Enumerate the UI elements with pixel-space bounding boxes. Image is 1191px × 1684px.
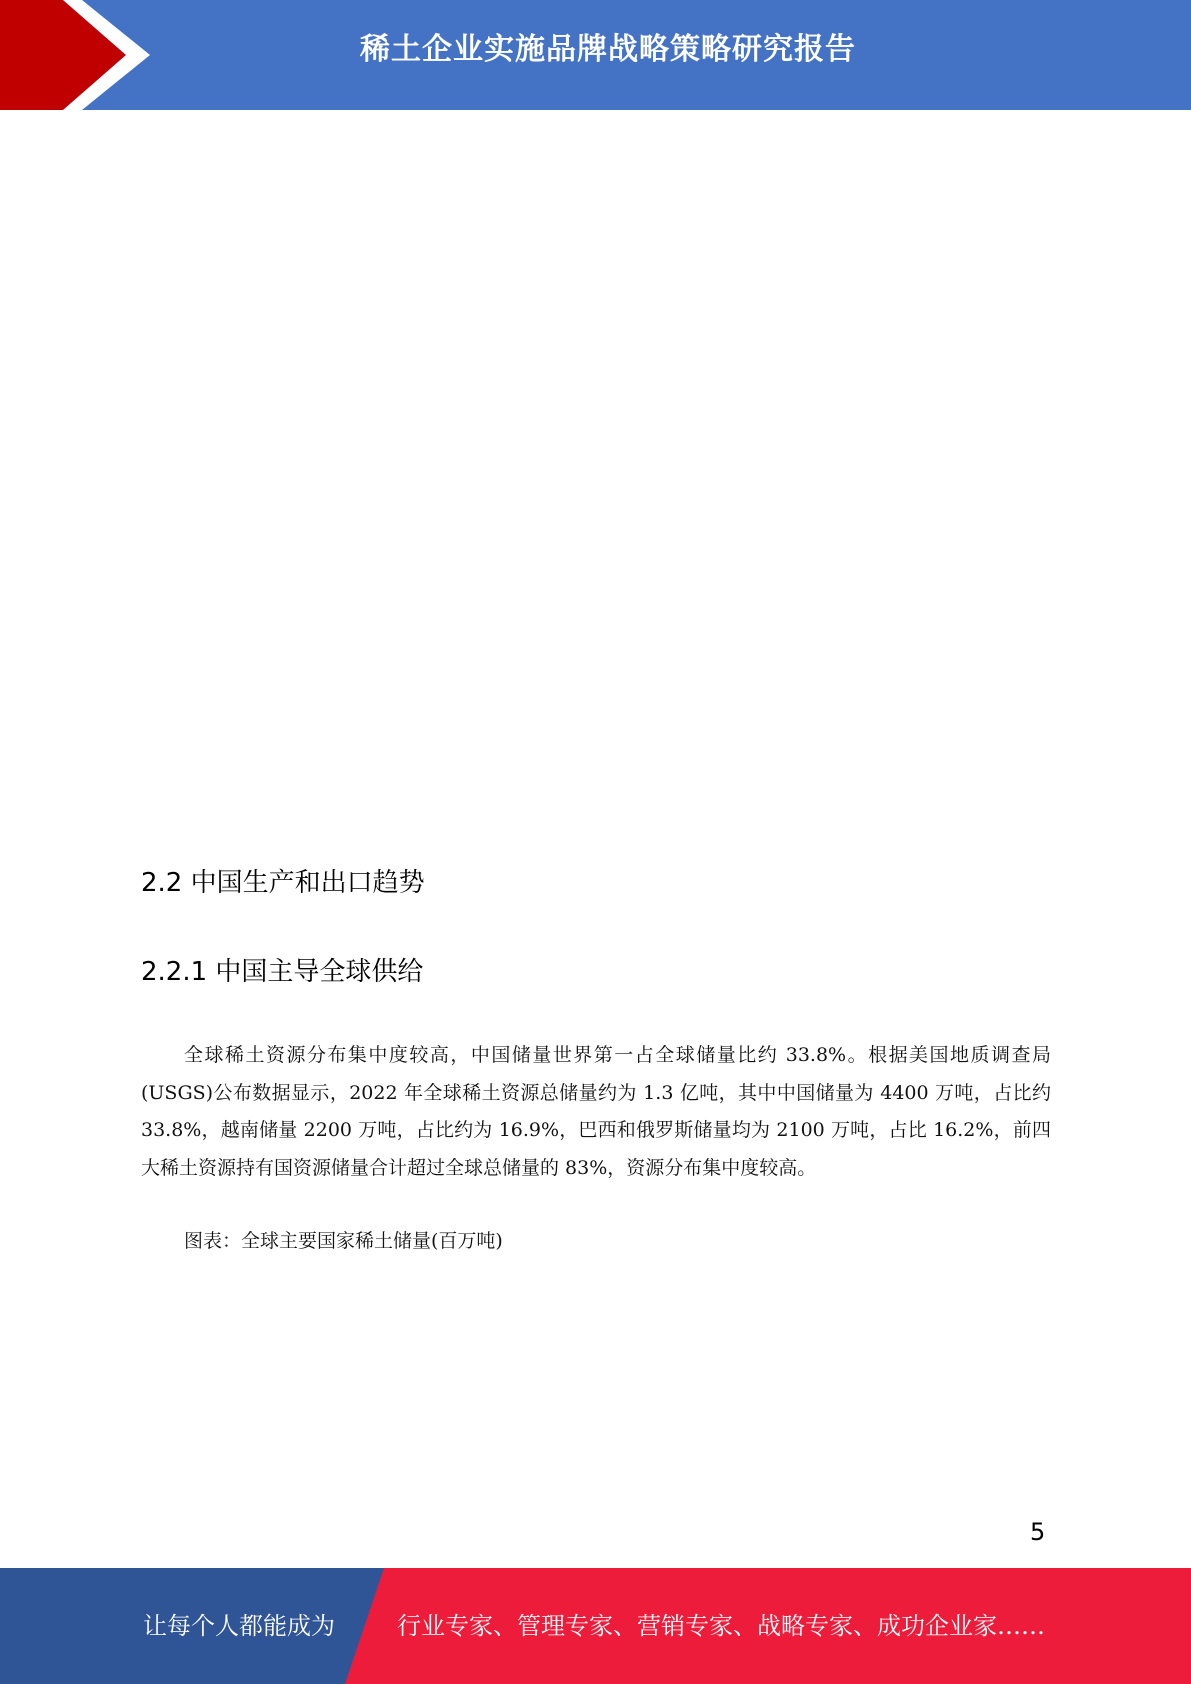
subsection-heading: 2.2.1 中国主导全球供给	[141, 957, 424, 987]
body-paragraph: 全球稀土资源分布集中度较高，中国储量世界第一占全球储量比约 33.8%。根据美国地质调查局(USGS)公布数据显示，2022 年全球稀土资源总储量约为 1.3 亿吨，其中中国储量为 4400 万吨，占比约 33.8%，越南储量 2200 万吨，占比约为 16.9%，巴西和俄罗斯储量均为 2100 万吨，占比 16.2%，前四大稀土资源持有国资源储量合计超过全球总储量的 83%，资源分布集中度较高。	[141, 1044, 1051, 1179]
section-heading: 2.2 中国生产和出口趋势	[141, 868, 425, 898]
page-number: 5	[1030, 1518, 1046, 1546]
footer-slogan-left: 让每个人都能成为	[143, 1612, 335, 1640]
footer-slogan-right: 行业专家、管理专家、营销专家、战略专家、成功企业家……	[397, 1612, 1045, 1640]
page-footer	[0, 1568, 1191, 1684]
report-title: 稀土企业实施品牌战略策略研究报告	[360, 32, 856, 67]
figure-caption: 图表：全球主要国家稀土储量(百万吨)	[184, 1230, 503, 1252]
page-header	[0, 0, 1191, 110]
